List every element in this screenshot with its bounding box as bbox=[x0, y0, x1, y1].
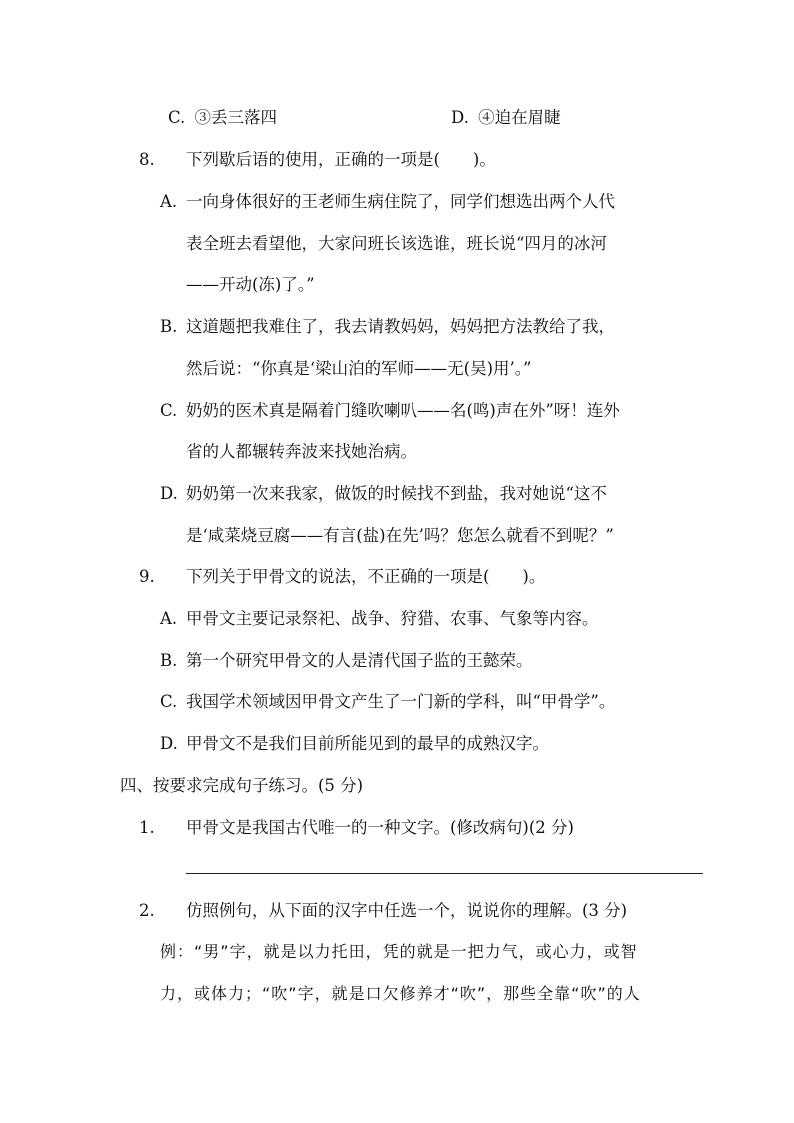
example-line: 力，或体力；“吹”字，就是口欠修养才“吹”，那些全靠“吹”的人 bbox=[160, 984, 641, 1003]
q8-option-b-line: 这道题把我难住了，我去请教妈妈，妈妈把方法教给了我， bbox=[186, 317, 615, 336]
q9-option-c-marker: C. bbox=[160, 692, 178, 711]
option-d-row bbox=[451, 107, 561, 129]
answer-line[interactable] bbox=[186, 873, 703, 874]
section-4-q2-number: 2. bbox=[139, 901, 155, 920]
q8-option-d-line: 奶奶第一次来我家，做饭的时候找不到盐，我对她说“这不 bbox=[186, 484, 607, 503]
section-4-q2-text: 仿照例句，从下面的汉字中任选一个，说说你的理解。(3 分) bbox=[186, 901, 628, 920]
q9-option-a-text: 甲骨文主要记录祭祀、战争、狩猎、农事、气象等内容。 bbox=[186, 609, 599, 628]
q8-option-a-line: ——开动(冻)了。” bbox=[186, 275, 315, 294]
q8-option-c-line: 省的人都辗转奔波来找她治病。 bbox=[186, 442, 417, 461]
q8-option-d-line: 是‘咸菜烧豆腐——有言(盐)在先’吗？您怎么就看不到呢？” bbox=[186, 526, 614, 545]
q8-option-c-marker: C. bbox=[160, 401, 178, 420]
q9-option-c-text: 我国学术领域因甲骨文产生了一门新的学科，叫“甲骨学”。 bbox=[186, 692, 616, 711]
q9-option-d-text: 甲骨文不是我们目前所能见到的最早的成熟汉字。 bbox=[186, 734, 549, 753]
example-line: 例：“男”字，就是以力托田，凭的就是一把力气，或心力，或智 bbox=[160, 942, 638, 961]
q9-option-b-text: 第一个研究甲骨文的人是清代国子监的王懿荣。 bbox=[186, 651, 533, 670]
option-marker: D. bbox=[451, 108, 469, 127]
q8-option-a-line: 表全班去看望他，大家问班长该选谁，班长说“四月的冰河 bbox=[186, 234, 607, 253]
question-8-stem: 下列歇后语的使用，正确的一项是( )。 bbox=[186, 150, 496, 169]
question-9-number: 9. bbox=[139, 567, 155, 586]
section-4-q1-text: 甲骨文是我国古代唯一的一种文字。(修改病句)(2 分) bbox=[186, 818, 574, 837]
q8-option-b-line: 然后说：“你真是‘梁山泊的军师——无(吴)用’。” bbox=[186, 359, 532, 378]
option-text: ④迫在眉睫 bbox=[478, 108, 561, 127]
option-marker: C. bbox=[168, 108, 186, 127]
q8-option-c-line: 奶奶的医术真是隔着门缝吹喇叭——名(鸣)声在外”呀！连外 bbox=[186, 401, 620, 420]
section-4-heading: 四、按要求完成句子练习。(5 分) bbox=[120, 776, 364, 795]
q8-option-a-marker: A. bbox=[160, 192, 178, 211]
q9-option-a-marker: A. bbox=[160, 609, 178, 628]
option-c-row bbox=[168, 107, 277, 129]
option-text: ③丢三落四 bbox=[194, 108, 278, 127]
q9-option-b-marker: B. bbox=[160, 651, 178, 670]
question-8-number: 8. bbox=[139, 150, 155, 169]
q8-option-d-marker: D. bbox=[160, 484, 178, 503]
q9-option-d-marker: D. bbox=[160, 734, 178, 753]
q8-option-a-line: 一向身体很好的王老师生病住院了，同学们想选出两个人代 bbox=[186, 192, 615, 211]
q8-option-b-marker: B. bbox=[160, 317, 178, 336]
question-9-stem: 下列关于甲骨文的说法，不正确的一项是( )。 bbox=[186, 567, 546, 586]
section-4-q1-number: 1. bbox=[139, 818, 155, 837]
